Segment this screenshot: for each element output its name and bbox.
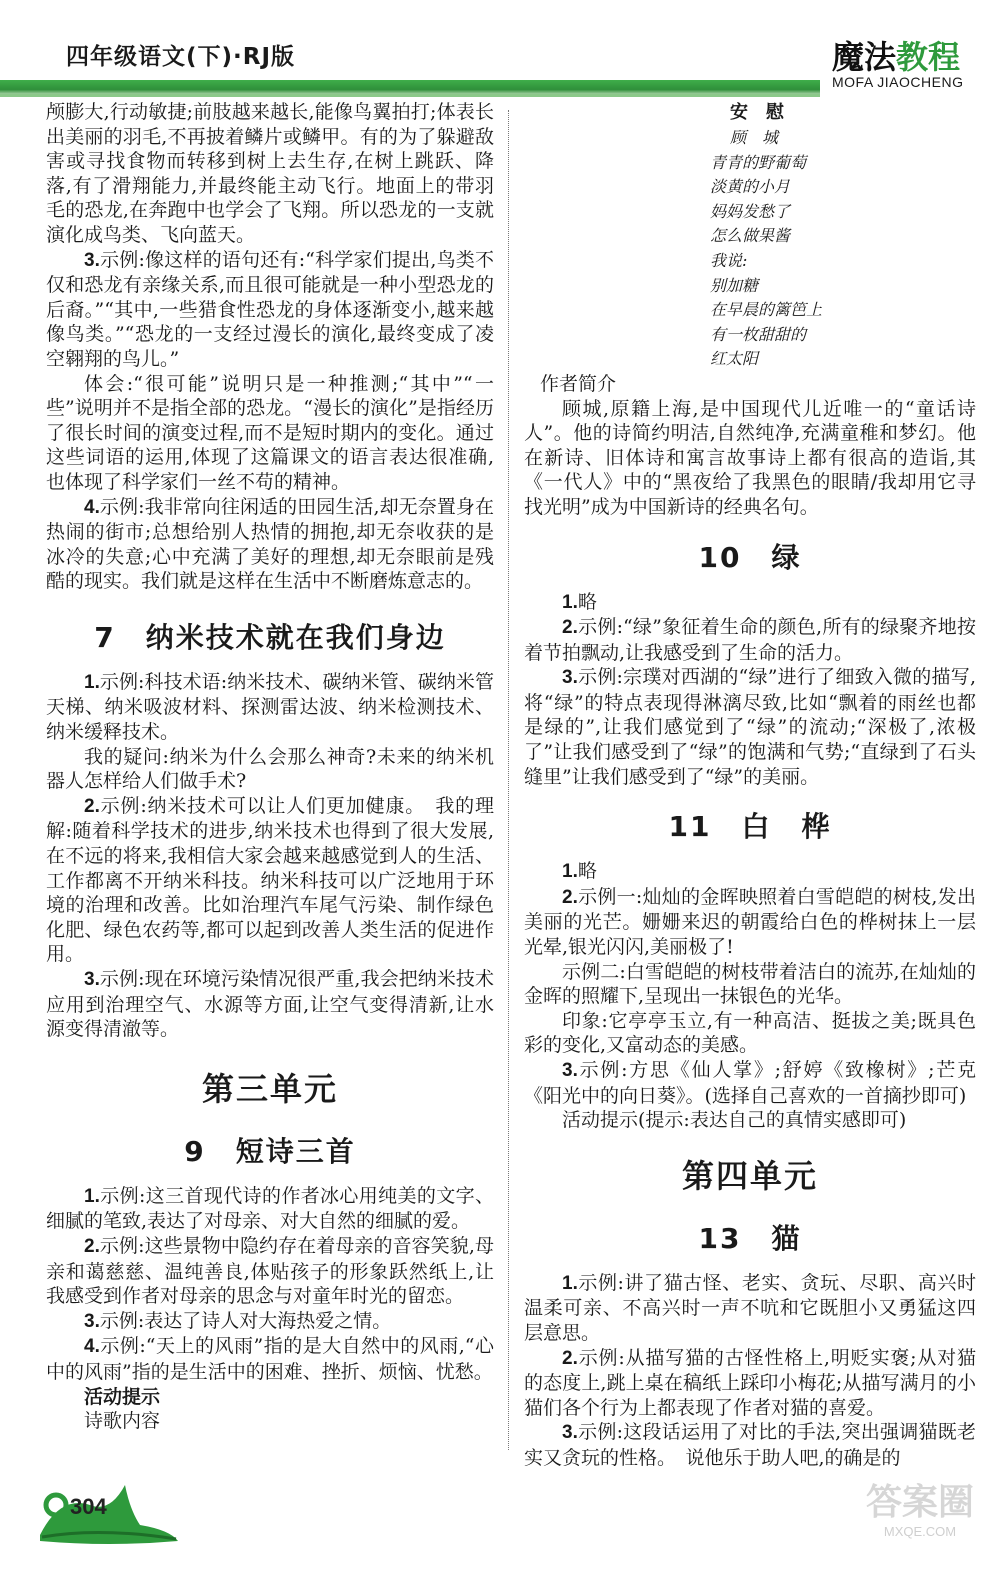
answer-text: 示例:像这样的语句还有:“科学家们提出,鸟类不仅和恐龙有亲缘关系,而且很可能就是一种小型恐龙的后裔。”“其中,一些猎食性恐龙的身体逐渐变小,越来越像鸟类。”“恐龙的一支经过漫长的演化,最终变成了凌空翱翔的鸟儿。” — [46, 248, 494, 370]
author-intro: 顾城,原籍上海,是中国现代儿近唯一的“童话诗人”。他的诗简约明洁,自然纯净,充满童稚和梦幻。他在新诗、旧体诗和寓言故事诗上都有很高的造诣,其《一代人》中的“黑夜给了我黑色的眼睛/我却用它寻找光明”成为中国新诗的经典名句。 — [524, 397, 976, 518]
answer-number: 1. — [562, 591, 578, 613]
answer-number: 2. — [84, 795, 100, 817]
answer-text: 略 — [577, 590, 597, 613]
poem-lines — [524, 151, 976, 372]
answer-number: 3. — [84, 1310, 100, 1332]
book-subject-title: 四年级语文(下)·RJ版 — [66, 44, 296, 70]
paragraph: 示例二:白雪皑皑的树枝带着洁白的流苏,在灿灿的金晖的照耀下,呈现出一抹银色的光华。 — [524, 960, 976, 1008]
answer-text: 示例:纳米技术可以让人们更加健康。 我的理解:随着科学技术的进步,纳米技术也得到了很大发展,在不远的将来,我相信大家会越来越感觉到人的生活、工作都离不开纳米科技。纳米科技可以广泛地用于环境的治理和改善。比如治理汽车尾气污染、制作绿色化肥、绿色农药等,都可以起到改善人类生活的促进作用。 — [46, 794, 494, 966]
answer-number: 2. — [562, 617, 578, 639]
watermark-url: MXQE.COM — [883, 1524, 957, 1539]
right-column — [524, 100, 976, 1471]
answer-item — [524, 885, 976, 960]
poem-line: 我说: — [710, 250, 748, 270]
answer-number: 3. — [562, 667, 578, 689]
answer-number: 2. — [562, 1347, 578, 1369]
answer-item — [524, 1420, 976, 1470]
poem-block — [524, 100, 976, 151]
answer-number: 1. — [562, 861, 578, 883]
lesson-heading: 10 绿 — [698, 540, 802, 574]
poem-line: 怎么做果酱 — [710, 226, 791, 246]
answer-number: 1. — [84, 1185, 100, 1207]
answer-text: 示例:现在环境污染情况很严重,我会把纳米技术应用到治理空气、水源等方面,让空气变得清新,让水源变得清澈等。 — [46, 968, 494, 1041]
paragraph: 我的疑问:纳米为什么会那么神奇?未来的纳米机器人怎样给人们做手术? — [46, 745, 494, 793]
answer-text: 示例:这三首现代诗的作者冰心用纯美的文字、细腻的笔致,表达了对母亲、对大自然的细腻的爱。 — [46, 1184, 494, 1233]
answer-item — [524, 1346, 976, 1421]
answer-text: 示例:“绿”象征着生命的颜色,所有的绿聚齐地按着节拍飘动,让我感受到了生命的活力。 — [524, 616, 976, 664]
poem-line: 妈妈发愁了 — [710, 201, 791, 221]
answer-item — [46, 1309, 494, 1335]
answer-text: 示例:这些景物中隐约存在着母亲的音容笑貌,母亲和蔼慈慈、温纯善良,体贴孩子的形象跃然纸上,让我感受到作者对母亲的思念与对童年时光的留恋。 — [46, 1234, 494, 1308]
paragraph: 体会:“很可能”说明只是一种推测;“其中”“一些”说明并不是指全部的恐龙。“漫长的演化”是指经历了很长时间的演变过程,而不是短时期内的变化。通过这些词语的运用,体现了这篇课文的语言表达很准确,也体现了科学家们一丝不苟的精神。 — [46, 372, 494, 493]
paragraph: 活动提示(提示:表达自己的真情实感即可) — [562, 1109, 907, 1132]
answer-number: 4. — [84, 496, 100, 518]
answer-text: 示例:这段话运用了对比的手法,突出强调猫既老实又贪玩的性格。 说他乐于助人吧,的确是的 — [524, 1421, 976, 1469]
answer-number: 1. — [562, 1272, 578, 1294]
answer-text: 示例:表达了诗人对大海热爱之情。 — [99, 1309, 392, 1332]
lesson-heading: 9 短诗三首 — [184, 1134, 356, 1168]
answer-number: 3. — [562, 1422, 578, 1444]
answer-item — [524, 1058, 976, 1108]
paragraph: 颅膨大,行动敏捷;前肢越来越长,能像鸟翼拍打;体表长出美丽的羽毛,不再披着鳞片或鳞甲。有的为了躲避敌害或寻找食物而转移到树上去生存,在树上跳跃、降落,有了滑翔能力,并最终能主动飞行。地面上的带羽毛的恐龙,在奔跑中也学会了飞翔。所以恐龙的一支就演化成鸟类、飞向蓝天。 — [46, 101, 494, 246]
answer-number: 3. — [84, 969, 100, 990]
poem-author: 顾 城 — [730, 128, 779, 147]
answer-text: 示例:我非常向往闲适的田园生活,却无奈置身在热闹的街市;总想给别人热情的拥抱,却无奈收获的是冰冷的失意;心中充满了美好的理想,却无奈眼前是残酷的现实。我们就是这样在生活中不断磨炼意志的。 — [46, 495, 494, 593]
answer-number: 2. — [562, 886, 578, 908]
answer-text: 示例:“天上的风雨”指的是大自然中的风雨,“心中的风雨”指的是生活中的困难、挫折、烦恼、忧愁。 — [46, 1335, 494, 1383]
answer-item — [524, 1271, 976, 1346]
activity-heading: 活动提示 — [84, 1385, 161, 1408]
brand-green-text: 教程 — [896, 38, 961, 76]
answer-text: 示例一:灿灿的金晖映照着白雪皑皑的树枝,发出美丽的光芒。姗姗来迟的朝霞给白色的桦树抹上一层光晕,银光闪闪,美丽极了! — [524, 885, 976, 959]
unit-heading: 第三单元 — [201, 1069, 338, 1108]
answer-number: 3. — [84, 249, 100, 271]
answer-text: 示例:宗璞对西湖的“绿”进行了细致入微的描写,将“绿”的特点表现得淋漓尽致,比如“飘着的雨丝也都是绿的”,让我们感觉到了“绿”的流动;“深极了,浓极了”让我们感受到了“绿”的饱满和气势;“直绿到了石头缝里”让我们感受到了“绿”的美丽。 — [524, 666, 976, 788]
poem-line: 别加糖 — [710, 275, 759, 295]
answer-number: 1. — [84, 671, 100, 693]
brand-english: MOFA JIAOCHENG — [832, 74, 964, 90]
answer-item — [46, 670, 494, 745]
answer-text: 示例:科技术语:纳米技术、碳纳米管、碳纳米管天梯、纳米吸波材料、探测雷达波、纳米检测技术、纳米缓释技术。 — [46, 670, 494, 744]
answer-number: 4. — [84, 1336, 100, 1358]
author-intro-label: 作者简介 — [540, 372, 617, 395]
answer-text: 示例:讲了猫古怪、老实、贪玩、尽职、高兴时温柔可亲、不高兴时一声不吭和它既胆小又勇猛这四层意思。 — [524, 1271, 976, 1344]
answer-number: 2. — [84, 1235, 100, 1257]
answer-item — [46, 967, 494, 1042]
answer-item — [46, 1234, 494, 1309]
column-divider — [508, 110, 509, 1450]
answer-item — [46, 1184, 494, 1234]
watermark — [850, 1480, 990, 1560]
answer-item — [524, 615, 976, 665]
answer-item — [46, 794, 494, 967]
answer-number: 3. — [562, 1060, 578, 1081]
answer-item — [46, 1334, 494, 1384]
answer-text: 示例:方思《仙人掌》;舒婷《致橡树》;芒克《阳光中的向日葵》。(选择自己喜欢的一首摘抄即可) — [524, 1059, 976, 1107]
answer-item — [524, 590, 976, 616]
brand-black-text: 魔法 — [832, 38, 897, 76]
header-green-underline — [0, 94, 820, 97]
poem-line: 在早晨的篱笆上 — [710, 300, 823, 320]
lesson-heading: 11 白 桦 — [668, 810, 832, 844]
answer-item — [524, 859, 976, 885]
paragraph: 诗歌内容 — [84, 1410, 161, 1433]
answer-text: 示例:从描写猫的古怪性格上,明贬实褒;从对猫的态度上,跳上桌在稿纸上踩印小梅花;从描写满月的小猫们各个行为上都表现了作者对猫的喜爱。 — [524, 1346, 976, 1419]
page-number: 304 — [70, 1494, 107, 1519]
poem-title: 安 慰 — [730, 102, 784, 123]
page-header — [0, 0, 1000, 100]
unit-heading: 第四单元 — [681, 1156, 818, 1195]
left-column — [46, 100, 494, 1434]
poem-line: 淡黄的小月 — [710, 177, 791, 197]
lesson-heading: 7 纳米技术就在我们身边 — [94, 620, 446, 654]
paragraph: 印象:它亭亭玉立,有一种高洁、挺拔之美;既具色彩的变化,又富动态的美感。 — [524, 1009, 976, 1057]
lesson-heading: 13 猫 — [698, 1221, 802, 1255]
brand-logo — [832, 32, 960, 78]
poem-line: 有一枚甜甜的 — [710, 324, 807, 344]
answer-item — [46, 248, 494, 372]
answer-item — [46, 495, 494, 594]
answer-text: 略 — [577, 860, 597, 883]
poem-line: 青青的野葡萄 — [710, 152, 807, 172]
poem-line: 红太阳 — [710, 349, 759, 369]
watermark-logo: 答案圈 — [865, 1481, 974, 1522]
answer-item — [524, 665, 976, 789]
